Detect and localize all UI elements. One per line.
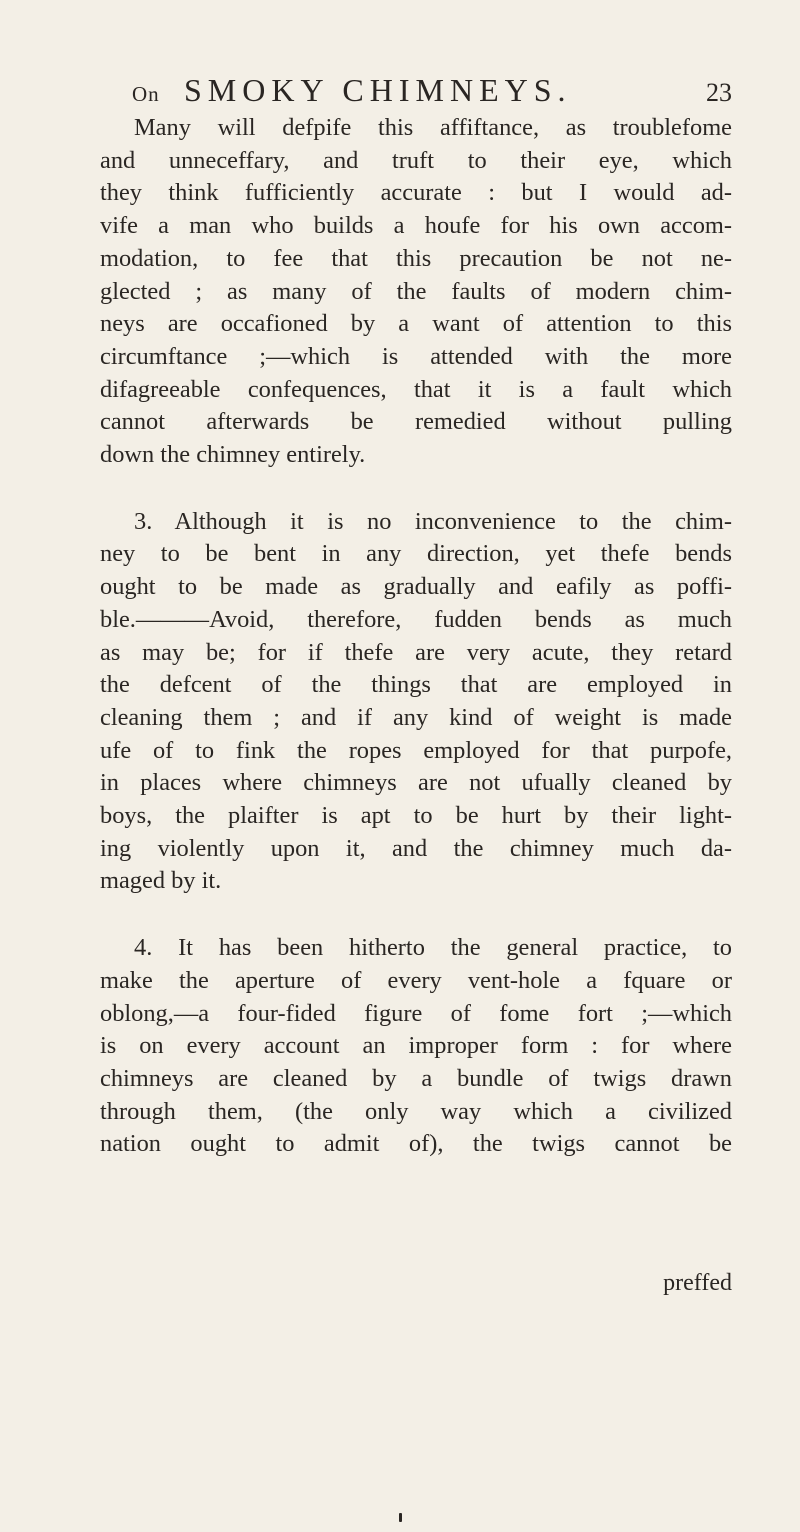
- page-number: 23: [706, 78, 732, 107]
- text-line: in places where chimneys are not ufually cleaned by: [100, 769, 732, 797]
- text-line: ing violently upon it, and the chimney much da-: [100, 834, 732, 862]
- running-header: [132, 68, 732, 112]
- text-line: 3. Although it is no inconvenience to the chim-: [134, 507, 732, 535]
- text-line: and unneceffary, and truft to their eye, which: [100, 146, 732, 174]
- text-line: ble.———Avoid, therefore, fudden bends as much: [100, 605, 732, 633]
- ink-speck: [399, 1513, 402, 1522]
- paragraph-2: [100, 506, 732, 898]
- text-line: neys are occafioned by a want of attention to this: [100, 310, 732, 338]
- text-line: down the chimney entirely.: [100, 441, 366, 469]
- text-line: 4. It has been hitherto the general practice, to: [134, 934, 732, 962]
- body-text: [100, 112, 732, 1161]
- text-line: cleaning them ; and if any kind of weight is made: [100, 703, 732, 731]
- text-line: chimneys are cleaned by a bundle of twigs drawn: [100, 1064, 732, 1092]
- text-line: is on every account an improper form : for where: [100, 1032, 732, 1060]
- text-line: ufe of to fink the ropes employed for that purpofe,: [100, 736, 732, 764]
- paragraph-gap: [100, 898, 732, 932]
- text-line: ney to be bent in any direction, yet thefe bends: [100, 540, 732, 568]
- paragraph-3: [100, 932, 732, 1161]
- header-title: SMOKY CHIMNEYS.: [184, 72, 572, 108]
- text-line: as may be; for if thefe are very acute, they retard: [100, 638, 732, 666]
- paragraph-gap: [100, 472, 732, 506]
- header-preposition: On: [132, 82, 160, 106]
- text-line: the defcent of the things that are employed in: [100, 671, 732, 699]
- text-line: vife a man who builds a houfe for his own accom-: [100, 212, 732, 240]
- text-line: they think fufficiently accurate : but I would ad-: [100, 179, 732, 207]
- text-line: difagreeable confequences, that it is a fault which: [100, 375, 732, 403]
- text-line: nation ought to admit of), the twigs cannot be: [100, 1130, 732, 1158]
- catchword: preffed: [663, 1270, 732, 1296]
- text-line: through them, (the only way which a civilized: [100, 1097, 732, 1125]
- text-line: maged by it.: [100, 867, 222, 895]
- text-line: circumftance ;—which is attended with the more: [100, 342, 732, 370]
- text-line: modation, to fee that this precaution be not ne-: [100, 244, 732, 272]
- text-line: boys, the plaifter is apt to be hurt by their light-: [100, 802, 732, 830]
- paragraph-1: [100, 112, 732, 472]
- text-line: Many will defpife this affiftance, as troublefome: [134, 114, 732, 141]
- text-line: oblong,—a four-fided figure of fome fort ;—which: [100, 999, 732, 1027]
- text-line: make the aperture of every vent-hole a fquare or: [100, 966, 732, 994]
- text-line: ought to be made as gradually and eafily as poffi-: [100, 573, 732, 601]
- text-line: glected ; as many of the faults of modern chim-: [100, 277, 732, 305]
- text-line: cannot afterwards be remedied without pulling: [100, 408, 732, 436]
